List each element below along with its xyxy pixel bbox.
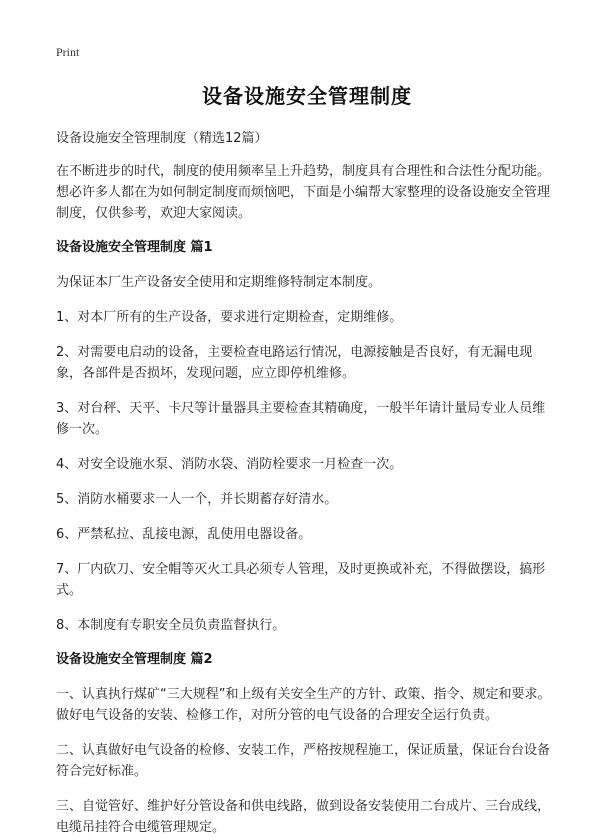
paragraph: 2、对需要电启动的设备，主要检查电路运行情况，电源接触是否良好，有无漏电现象，各部件是否损坏，发现问题，应立即停机维修。: [56, 345, 533, 381]
paragraph: 6、严禁私拉、乱接电源，乱使用电器设备。: [56, 527, 312, 542]
paragraph: 三、自觉管好、维护好分管设备和供电线路，做到设备安装使用二台成片、三台成线，电缆吊挂符合电缆管理规定。: [56, 799, 551, 835]
paragraph: 3、对台秤、天平、卡尺等计量器具主要检查其精确度，一般半年请计量局专业人员维修一次。: [56, 401, 546, 437]
print-label: Print: [56, 45, 80, 59]
paragraph: 8、本制度有专职安全员负责监督执行。: [56, 618, 286, 633]
document-subtitle: 设备设施安全管理制度（精选12篇）: [56, 131, 268, 146]
intro-paragraph: 在不断进步的时代，制度的使用频率呈上升趋势，制度具有合理性和合法性分配功能。想必许多人都在为如何制定制度而烦恼吧，下面是小编帮大家整理的设备设施安全管理制度，仅供参考，欢迎大家阅读。: [56, 164, 551, 221]
paragraph: 二、认真做好电气设备的检修、安装工作，严格按规程施工，保证质量，保证台台设备符合完好标准。: [56, 743, 551, 779]
section-heading: 设备设施安全管理制度 篇1: [56, 240, 213, 255]
section-2: [56, 650, 558, 838]
paragraph: 7、厂内砍刀、安全帽等灭火工具必须专人管理，及时更换或补充，不得做摆设，搞形式。: [56, 562, 546, 598]
paragraph: 为保证本厂生产设备安全使用和定期维修特制定本制度。: [56, 275, 382, 290]
paragraph: 4、对安全设施水泵、消防水袋、消防栓要求一月检查一次。: [56, 457, 403, 472]
section-1: [56, 238, 558, 636]
paragraph: 一、认真执行煤矿“三大规程”和上级有关安全生产的方针、政策、指令、规定和要求。做好电气设备的安装、检修工作，对所分管的电气设备的合理安全运行负责。: [56, 687, 551, 723]
paragraph: 5、消防水桶要求一人一个，并长期蓄存好清水。: [56, 492, 338, 507]
document-title: 设备设施安全管理制度: [202, 84, 412, 108]
section-heading: 设备设施安全管理制度 篇2: [56, 652, 213, 667]
paragraph: 1、对本厂所有的生产设备，要求进行定期检查，定期维修。: [56, 310, 403, 325]
